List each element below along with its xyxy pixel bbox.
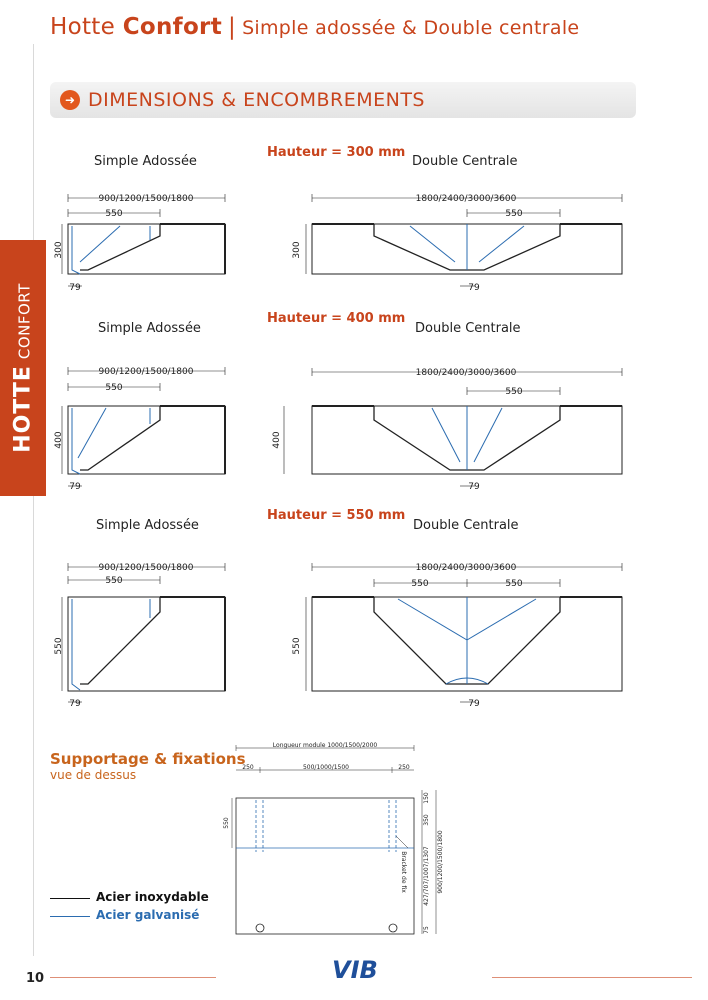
dim-bottom-simple-550: 79 xyxy=(69,699,81,709)
height-label-300: Hauteur = 300 mm xyxy=(267,145,406,160)
dim-inner-left-double-550: 550 xyxy=(411,579,429,589)
footer-line-right xyxy=(492,977,692,978)
drawing-simple-550 xyxy=(62,563,225,702)
side-tab-light: CONFORT xyxy=(15,283,34,360)
dim-height-double-400: 400 xyxy=(272,431,282,449)
dim-width-double-400: 1800/2400/3000/3600 xyxy=(415,368,517,378)
dim-inner-double-300: 550 xyxy=(505,209,523,219)
dim-width-simple-400: 900/1200/1500/1800 xyxy=(98,367,194,377)
dim-inner-double-400: 550 xyxy=(505,387,523,397)
dim-bottom-simple-400: 79 xyxy=(69,482,81,492)
simple-label-550: Simple Adossée xyxy=(96,518,199,533)
support-middle: 500/1000/1500 xyxy=(302,764,350,771)
vib-logo: VIB xyxy=(332,956,378,984)
legend-label-inox: Acier inoxydable xyxy=(96,890,209,904)
section-title: DIMENSIONS & ENCOMBREMENTS xyxy=(88,89,425,111)
simple-label-400: Simple Adossée xyxy=(98,321,201,336)
height-label-550: Hauteur = 550 mm xyxy=(267,508,406,523)
drawing-double-300 xyxy=(306,194,622,286)
dim-inner-simple-300: 550 xyxy=(105,209,123,219)
dim-height-simple-550: 550 xyxy=(54,637,64,655)
drawing-support-top xyxy=(232,745,436,934)
dim-inner-simple-550: 550 xyxy=(105,576,123,586)
title-bold: Confort xyxy=(122,14,222,40)
dim-width-simple-300: 900/1200/1500/1800 xyxy=(98,194,194,204)
dim-bottom-double-300: 79 xyxy=(468,283,480,293)
support-title: Supportage & fixations xyxy=(50,750,246,768)
legend-label-galva: Acier galvanisé xyxy=(96,908,200,922)
page-number: 10 xyxy=(26,971,45,986)
support-right-mid: 350 xyxy=(423,814,430,826)
legend-line-blue xyxy=(50,916,90,917)
arrow-right-circle-icon: ➜ xyxy=(60,90,80,110)
footer-line-left xyxy=(50,977,216,978)
support-right-offset: 250 xyxy=(398,764,410,771)
drawing-simple-400 xyxy=(62,367,225,486)
simple-label-300: Simple Adossée xyxy=(94,154,197,169)
support-subtitle: vue de dessus xyxy=(50,768,137,782)
title-light: Hotte xyxy=(50,14,116,40)
drawing-simple-300 xyxy=(62,194,225,286)
drawing-double-400 xyxy=(284,368,622,486)
double-label-300: Double Centrale xyxy=(412,154,518,169)
dim-bottom-double-550: 79 xyxy=(468,699,480,709)
double-label-550: Double Centrale xyxy=(413,518,519,533)
dim-width-double-300: 1800/2400/3000/3600 xyxy=(415,194,517,204)
dim-height-simple-300: 300 xyxy=(54,241,64,259)
support-left-offset: 250 xyxy=(242,764,254,771)
double-label-400: Double Centrale xyxy=(415,321,521,336)
drawing-double-550 xyxy=(306,563,622,702)
title-separator: | xyxy=(228,14,237,40)
dim-inner-double-550: 550 xyxy=(505,579,523,589)
support-module-length: Longueur module 1000/1500/2000 xyxy=(272,742,378,749)
support-right-top: 150 xyxy=(423,792,430,804)
support-right-bottom: 75 xyxy=(423,926,430,934)
dim-height-double-550: 550 xyxy=(292,637,302,655)
dim-width-double-550: 1800/2400/3000/3600 xyxy=(415,563,517,573)
dim-width-simple-550: 900/1200/1500/1800 xyxy=(98,563,194,573)
support-bracket-label: Bracket de fix xyxy=(400,851,407,893)
dim-height-double-300: 300 xyxy=(292,241,302,259)
support-right-total: 900/1200/1500/1800 xyxy=(437,830,444,894)
dim-height-simple-400: 400 xyxy=(54,431,64,449)
legend-line-black xyxy=(50,898,90,899)
dim-bottom-simple-300: 79 xyxy=(69,283,81,293)
support-right-dims: 427/707/1007/1307 xyxy=(423,846,430,906)
dim-inner-simple-400: 550 xyxy=(105,383,123,393)
side-tab-bold: HOTTE xyxy=(10,365,36,453)
support-depth-left: 550 xyxy=(223,817,230,829)
height-label-400: Hauteur = 400 mm xyxy=(267,311,406,326)
title-subtitle: Simple adossée & Double centrale xyxy=(242,17,580,39)
dim-bottom-double-400: 79 xyxy=(468,482,480,492)
